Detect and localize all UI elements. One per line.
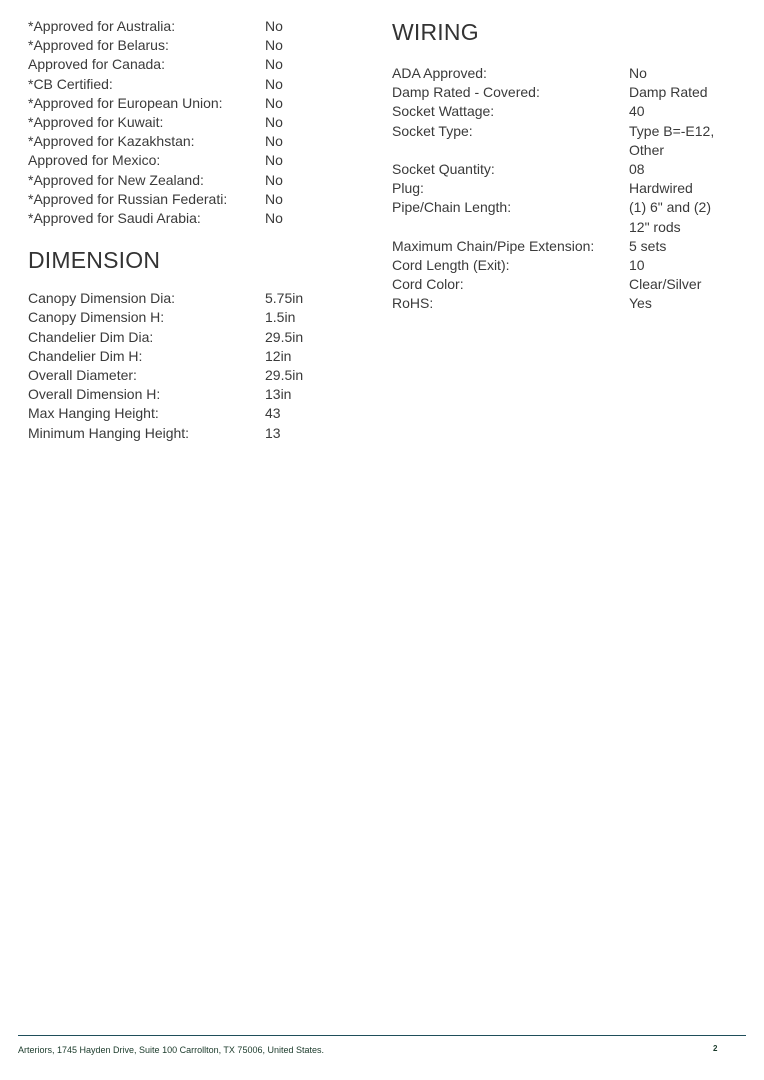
spec-label: Pipe/Chain Length: (392, 199, 512, 216)
spec-row (28, 113, 348, 132)
spec-value: Hardwired (629, 180, 693, 197)
spec-row (28, 289, 348, 308)
spec-label: *Approved for Saudi Arabia: (28, 210, 201, 227)
spec-value: 43 (265, 405, 281, 422)
spec-value: 29.5in (265, 367, 304, 384)
spec-row (28, 94, 348, 113)
spec-label: Plug: (392, 180, 424, 197)
spec-value: 12in (265, 347, 292, 364)
spec-value: No (265, 171, 283, 188)
spec-label: *Approved for Australia: (28, 18, 176, 34)
spec-label: Socket Type: (392, 122, 473, 139)
approvals-list (28, 17, 348, 228)
spec-row (392, 275, 742, 294)
spec-label: Damp Rated - Covered: (392, 84, 540, 101)
spec-label: *Approved for Kuwait: (28, 114, 164, 131)
spec-value (629, 198, 742, 236)
spec-value: 08 (629, 161, 645, 178)
spec-value: 40 (629, 103, 645, 120)
spec-label: Chandelier Dim H: (28, 347, 143, 364)
spec-value (629, 122, 742, 160)
spec-value: 5 sets (629, 237, 667, 254)
spec-label: Overall Dimension H: (28, 386, 161, 403)
spec-value: 13 (265, 424, 281, 441)
spec-row (28, 385, 348, 404)
spec-label: *Approved for New Zealand: (28, 171, 204, 188)
spec-row (392, 122, 742, 160)
spec-value: No (265, 75, 283, 92)
spec-value: 13in (265, 386, 292, 403)
spec-value: No (265, 94, 283, 111)
spec-label: *Approved for Belarus: (28, 37, 169, 54)
spec-value: No (265, 152, 283, 169)
spec-value: No (265, 133, 283, 150)
spec-row (392, 64, 742, 83)
spec-row (392, 237, 742, 256)
spec-row (28, 308, 348, 327)
footer-divider (18, 1035, 746, 1036)
spec-value: 10 (629, 257, 645, 274)
spec-label: *Approved for Kazakhstan: (28, 133, 195, 150)
spec-value: Yes (629, 295, 652, 312)
spec-row (28, 347, 348, 366)
spec-row (392, 256, 742, 275)
spec-value: No (265, 56, 283, 73)
spec-value: No (265, 190, 283, 207)
spec-label: Overall Diameter: (28, 367, 137, 384)
spec-label: Approved for Mexico: (28, 152, 161, 169)
spec-value: Damp Rated (629, 84, 708, 101)
spec-value-line: Type B=-E12, (629, 122, 715, 139)
spec-row (28, 75, 348, 94)
spec-value: Clear/Silver (629, 276, 702, 293)
spec-value: No (265, 18, 283, 34)
spec-row (28, 404, 348, 423)
spec-label: *CB Certified: (28, 75, 113, 92)
spec-label: ADA Approved: (392, 65, 487, 81)
spec-label: *Approved for Russian Federati: (28, 190, 228, 207)
spec-row (392, 83, 742, 102)
spec-row (28, 55, 348, 74)
spec-row (28, 424, 348, 443)
spec-label: Chandelier Dim Dia: (28, 328, 154, 345)
spec-row (28, 36, 348, 55)
spec-label: Canopy Dimension Dia: (28, 290, 176, 307)
spec-label: *Approved for European Union: (28, 94, 223, 111)
spec-label: RoHS: (392, 295, 434, 312)
spec-label: Maximum Chain/Pipe Extension: (392, 237, 595, 254)
dimension-list (28, 289, 348, 443)
spec-value-line: Other (629, 141, 665, 158)
spec-row (28, 132, 348, 151)
spec-row (28, 171, 348, 190)
spec-value: No (265, 37, 283, 54)
wiring-heading: WIRING (392, 19, 479, 45)
spec-label: Cord Length (Exit): (392, 257, 510, 274)
footer-address: Arteriors, 1745 Hayden Drive, Suite 100 Carrollton, TX 75006, United States. (18, 1045, 324, 1055)
spec-row (28, 209, 348, 228)
spec-label: Socket Quantity: (392, 161, 495, 178)
spec-label: Canopy Dimension H: (28, 309, 165, 326)
spec-row (28, 328, 348, 347)
spec-value-line: (1) 6" and (2) (629, 199, 712, 216)
spec-row (28, 366, 348, 385)
right-column (392, 17, 742, 314)
spec-value: 29.5in (265, 328, 304, 345)
dimension-heading: DIMENSION (28, 247, 161, 274)
spec-row (28, 190, 348, 209)
wiring-list (392, 64, 742, 314)
spec-row (392, 198, 742, 236)
left-column (28, 17, 348, 443)
spec-label: Socket Wattage: (392, 103, 495, 120)
spec-row (392, 160, 742, 179)
spec-value: No (265, 114, 283, 131)
spec-row (28, 151, 348, 170)
spec-label: Minimum Hanging Height: (28, 424, 190, 441)
spec-label: Approved for Canada: (28, 56, 165, 73)
page-number: 2 (713, 1044, 718, 1053)
spec-value: No (629, 65, 647, 81)
spec-row (392, 102, 742, 121)
spec-row (28, 17, 348, 36)
spec-value: No (265, 210, 283, 227)
spec-value: 1.5in (265, 309, 296, 326)
spec-label: Max Hanging Height: (28, 405, 159, 422)
spec-label: Cord Color: (392, 276, 464, 293)
spec-row (392, 179, 742, 198)
spec-value-line: 12" rods (629, 218, 681, 235)
spec-row (392, 294, 742, 313)
spec-value: 5.75in (265, 290, 304, 307)
